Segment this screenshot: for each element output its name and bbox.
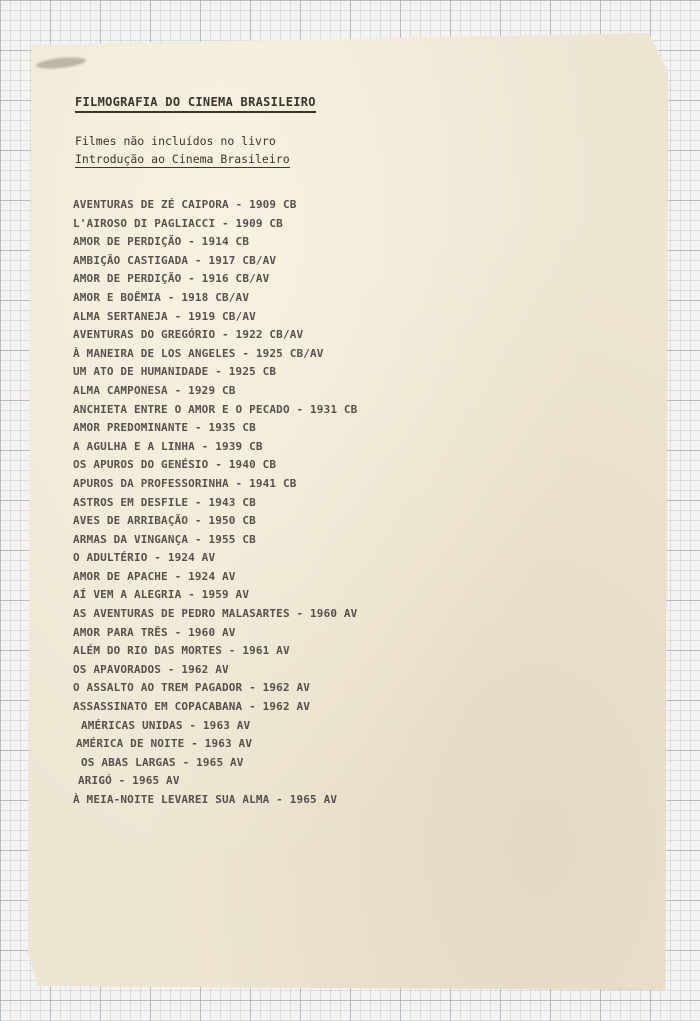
film-entry: AMÉRICA DE NOITE - 1963 AV xyxy=(76,737,253,751)
film-entry: AVES DE ARRIBAÇÃO - 1950 CB xyxy=(73,514,256,528)
film-entry: AMOR PARA TRÊS - 1960 AV xyxy=(73,625,236,639)
film-entry: A AGULHA E A LINHA - 1939 CB xyxy=(73,439,263,453)
film-entry: O ASSALTO AO TREM PAGADOR - 1962 AV xyxy=(73,681,311,695)
film-entry: L'AIROSO DI PAGLIACCI - 1909 CB xyxy=(73,216,283,230)
film-entry: À MANEIRA DE LOS ANGELES - 1925 CB/AV xyxy=(73,346,324,360)
film-entry: ASSASSINATO EM COPACABANA - 1962 AV xyxy=(73,700,311,714)
film-entry: ALMA SERTANEJA - 1919 CB/AV xyxy=(73,309,256,323)
document-heading: FILMOGRAFIA DO CINEMA BRASILEIRO xyxy=(75,95,316,113)
film-entry: À MEIA-NOITE LEVAREI SUA ALMA - 1965 AV xyxy=(73,793,338,806)
film-entry: AMOR DE PERDIÇÃO - 1916 CB/AV xyxy=(73,272,270,286)
film-entry: AMOR PREDOMINANTE - 1935 CB xyxy=(73,421,256,435)
document-subtitle-line1: Filmes não incluídos no livro xyxy=(75,134,276,148)
film-entry: ALMA CAMPONESA - 1929 CB xyxy=(73,383,236,397)
film-entry: ARIGÓ - 1965 AV xyxy=(78,774,180,788)
film-entry: ALÉM DO RIO DAS MORTES - 1961 AV xyxy=(73,644,290,658)
film-entry: O ADULTÉRIO - 1924 AV xyxy=(73,551,216,565)
film-entry: ANCHIETA ENTRE O AMOR E O PECADO - 1931 CB xyxy=(73,402,358,416)
film-list xyxy=(73,196,357,810)
film-entry: ARMAS DA VINGANÇA - 1955 CB xyxy=(73,532,256,546)
film-entry: AMOR E BOÊMIA - 1918 CB/AV xyxy=(73,290,250,304)
film-entry: AMOR DE PERDIÇÃO - 1914 CB xyxy=(73,235,250,249)
film-entry: APUROS DA PROFESSORINHA - 1941 CB xyxy=(73,476,297,490)
film-entry: OS APUROS DO GENÉSIO - 1940 CB xyxy=(73,458,277,472)
film-entry: OS APAVORADOS - 1962 AV xyxy=(73,662,229,676)
film-entry: AMÉRICAS UNIDAS - 1963 AV xyxy=(81,718,251,732)
film-entry: AVENTURAS DE ZÉ CAIPORA - 1909 CB xyxy=(73,198,297,211)
film-entry: ASTROS EM DESFILE - 1943 CB xyxy=(73,495,256,509)
film-entry: AS AVENTURAS DE PEDRO MALASARTES - 1960 AV xyxy=(73,607,358,621)
film-entry: OS ABAS LARGAS - 1965 AV xyxy=(81,755,244,769)
film-entry: UM ATO DE HUMANIDADE - 1925 CB xyxy=(73,365,277,379)
document-subtitle-line2: Introdução ao Cinema Brasileiro xyxy=(75,152,290,166)
film-entry: AÍ VEM A ALEGRIA - 1959 AV xyxy=(73,588,250,602)
film-entry: AVENTURAS DO GREGÓRIO - 1922 CB/AV xyxy=(73,328,304,342)
film-entry: AMBIÇÃO CASTIGADA - 1917 CB/AV xyxy=(73,253,277,267)
film-entry: AMOR DE APACHE - 1924 AV xyxy=(73,569,236,583)
